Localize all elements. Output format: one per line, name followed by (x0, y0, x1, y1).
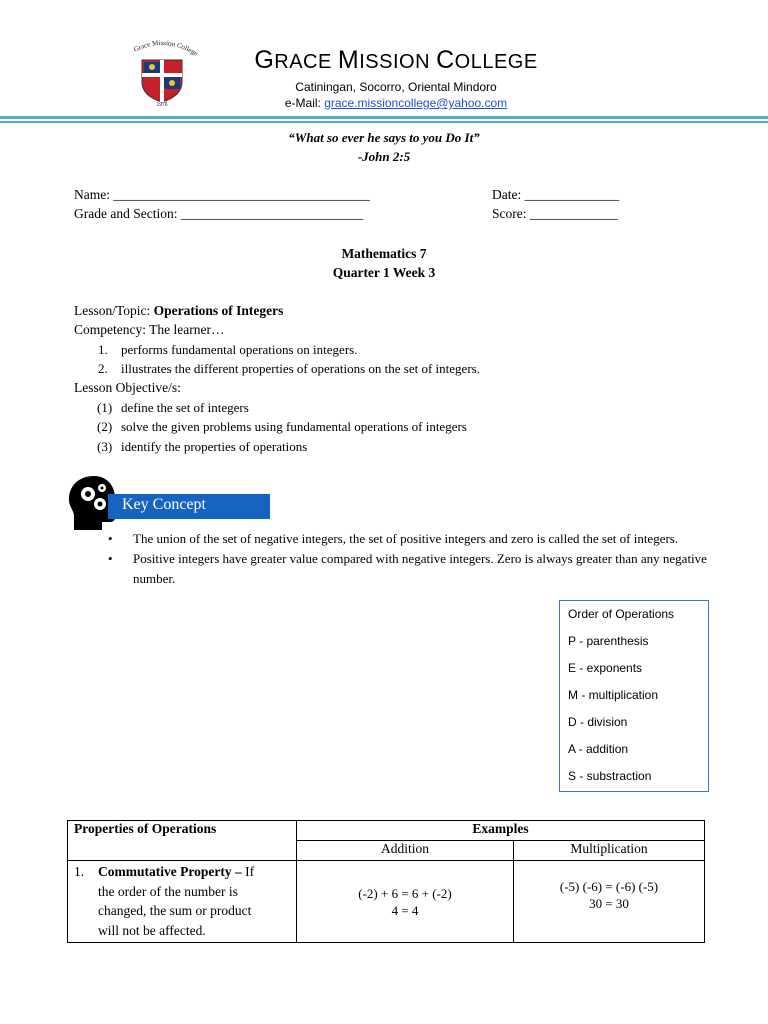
objective-item: (3) (97, 439, 113, 454)
order-item: P - parenthesis (568, 634, 649, 648)
table-header-examples: Examples (297, 821, 705, 841)
competency-item-text: performs fundamental operations on integers. (121, 342, 358, 357)
order-title: Order of Operations (568, 607, 675, 621)
order-item: M - multiplication (568, 688, 659, 702)
lesson-topic: Lesson/Topic: Operations of Integers (74, 303, 284, 318)
grade-section-field: Grade and Section: ___________________________ (74, 206, 364, 221)
addition-example: (-2) + 6 = 6 + (-2) 4 = 4 (297, 861, 514, 943)
date-field: Date: ______________ (492, 187, 620, 202)
email-label: e-Mail: (284, 96, 325, 110)
college-email (226, 96, 566, 110)
seal-year: 1976 (156, 102, 168, 106)
quarter-week: Quarter 1 Week 3 (332, 265, 436, 280)
order-of-operations-box (559, 600, 709, 792)
objective-item-text: define the set of integers (121, 400, 249, 415)
name-field: Name: ______________________________________ (74, 187, 370, 202)
header-rule (0, 116, 768, 119)
table-row (68, 861, 705, 943)
properties-table (67, 820, 705, 943)
college-seal-logo (120, 40, 204, 106)
property-cell: 1. Commutative Property – If the order of the number is changed, the sum or product will not be affected. (68, 861, 297, 943)
key-concept-bullets (108, 529, 712, 589)
objectives-label: Lesson Objective/s: (74, 380, 181, 395)
table-header-multiplication: Multiplication (514, 841, 705, 861)
bullet-item: • Positive integers have greater value compared with negative integers. Zero is always greater than any negative number. (108, 551, 707, 586)
bullet-item: • The union of the set of negative integers, the set of positive integers and zero is called the set of integers. (108, 531, 679, 546)
competency-item: 2. (98, 361, 108, 376)
objective-item: (1) (97, 400, 113, 415)
lesson-topic-value: Operations of Integers (153, 303, 284, 318)
competency-item-text: illustrates the different properties of operations on the set of integers. (121, 361, 480, 376)
objective-item-text: solve the given problems using fundamental operations of integers (121, 419, 467, 434)
table-header-addition: Addition (297, 841, 514, 861)
order-item: S - substraction (568, 769, 652, 783)
objective-item-text: identify the properties of operations (121, 439, 308, 454)
key-concept-heading: Key Concept (122, 496, 206, 513)
order-item: A - addition (568, 742, 629, 756)
header-rule-thin (0, 121, 768, 123)
competency-item: 1. (98, 342, 108, 357)
order-item: E - exponents (568, 661, 643, 675)
table-header-properties: Properties of Operations (68, 821, 297, 861)
quote-verse: -John 2:5 (357, 149, 411, 164)
college-name: GRACE MISSION COLLEGE (254, 46, 538, 74)
quote-text: “What so ever he says to you Do It” (288, 130, 480, 145)
competency-label: Competency: The learner… (74, 322, 225, 337)
property-name: Commutative Property – (98, 864, 242, 879)
objective-item: (2) (97, 419, 113, 434)
email-link[interactable]: grace.missioncollege@yahoo.com (324, 96, 508, 110)
seal-text: Grace Mission College (132, 40, 200, 58)
order-item: D - division (568, 715, 628, 729)
college-address: Catiningan, Socorro, Oriental Mindoro (295, 80, 497, 94)
subject-title: Mathematics 7 (341, 246, 427, 261)
multiplication-example: (-5) (-6) = (-6) (-5) 30 = 30 (514, 861, 705, 943)
score-field: Score: _____________ (492, 206, 618, 221)
